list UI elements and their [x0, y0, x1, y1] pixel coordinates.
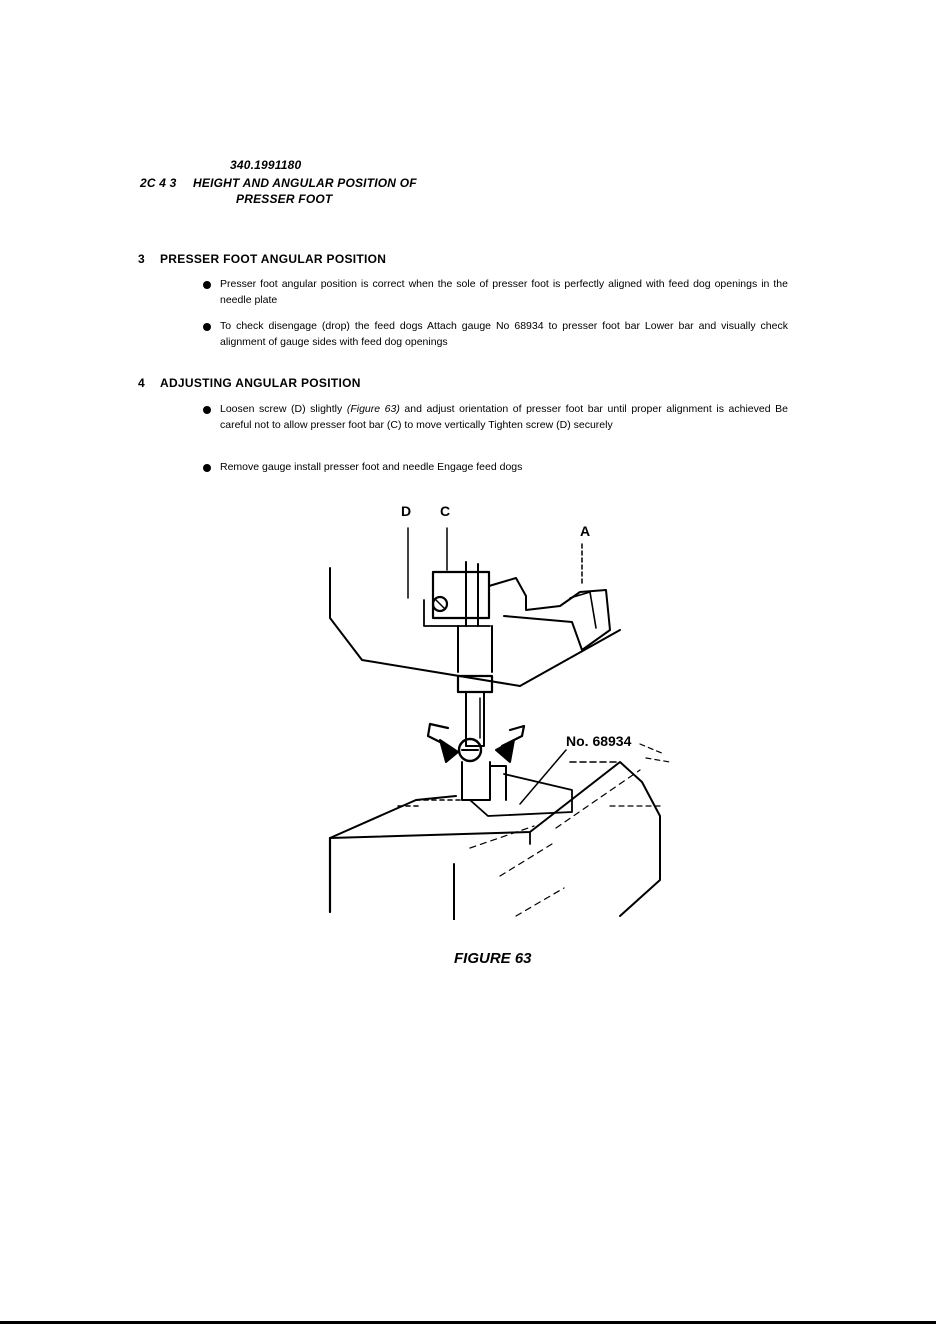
- section-3-heading: [138, 252, 386, 266]
- bullet-icon: [203, 323, 211, 331]
- section-4-bullet-1: [203, 402, 788, 433]
- label-d: D: [401, 503, 412, 519]
- section-4-heading: [138, 376, 361, 390]
- section-3-title: PRESSER FOOT ANGULAR POSITION: [160, 252, 387, 266]
- bullet-icon: [203, 406, 211, 414]
- bullet-icon: [203, 464, 211, 472]
- figure-reference: (Figure 63): [346, 403, 400, 415]
- bullet-text: [220, 402, 788, 433]
- page-title-line2: PRESSER FOOT: [236, 192, 333, 206]
- label-c: C: [440, 503, 451, 519]
- page-title-line1: HEIGHT AND ANGULAR POSITION OF: [193, 176, 417, 190]
- gauge-label: No. 68934: [566, 733, 632, 749]
- bullet-text-after: and adjust orientation of presser foot bar until proper alignment is achieved Be careful not to allow presser foot bar (C) to move vertically Tighten screw (D) securely: [220, 403, 788, 431]
- section-3-number: 3: [138, 252, 145, 266]
- doc-number: 340.1991180: [230, 158, 302, 172]
- section-4-number: 4: [138, 376, 145, 390]
- bullet-text-before: Loosen screw (D) slightly: [220, 403, 347, 415]
- bullet-text: To check disengage (drop) the feed dogs Attach gauge No 68934 to presser foot bar Lower bar and visually check alignment of gauge sides with feed dog openings: [220, 320, 788, 348]
- bullet-text: Presser foot angular position is correct when the sole of presser foot is perfectly aligned with feed dog openings in the needle plate: [220, 278, 788, 306]
- bullet-text: Remove gauge install presser foot and needle Engage feed dogs: [220, 461, 523, 473]
- label-a: A: [580, 523, 591, 539]
- section-3-bullet-2: [203, 319, 788, 350]
- presser-foot-illustration: [320, 500, 680, 920]
- section-4-title: ADJUSTING ANGULAR POSITION: [160, 376, 361, 390]
- bullet-icon: [203, 281, 211, 289]
- section-3-bullet-1: [203, 277, 788, 308]
- section-ref: 2C 4 3: [140, 176, 177, 190]
- section-4-bullet-2: [203, 460, 788, 476]
- figure-caption: FIGURE 63: [454, 950, 532, 967]
